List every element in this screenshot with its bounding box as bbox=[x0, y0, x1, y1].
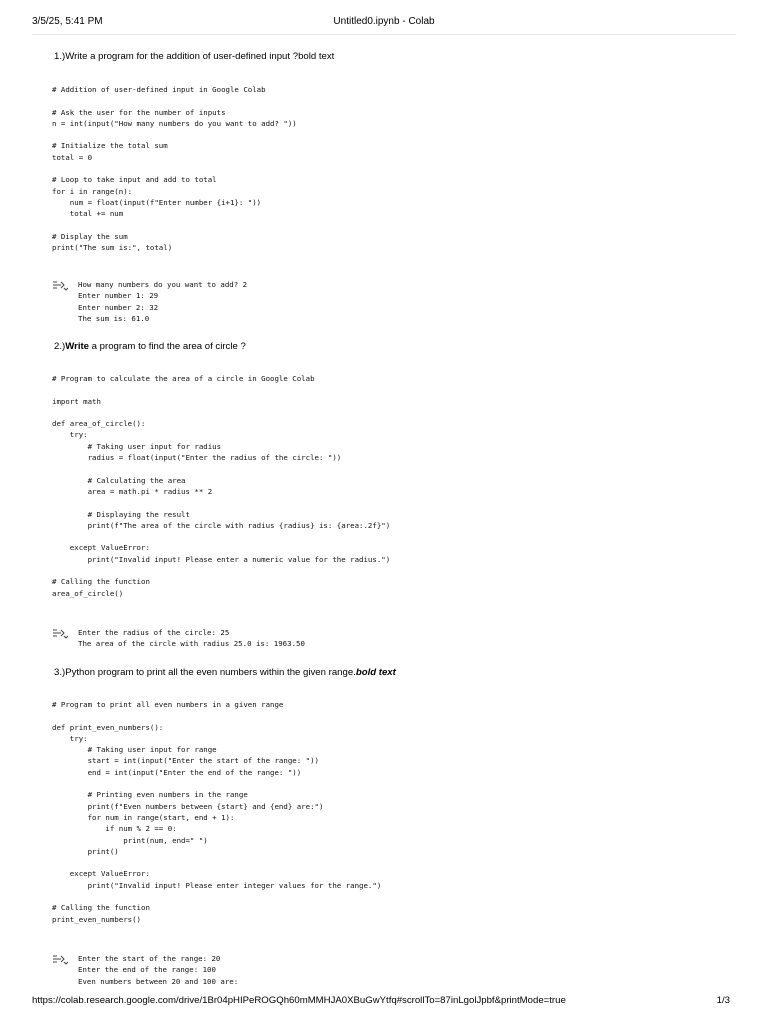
text-cell-3 bbox=[54, 667, 728, 679]
text-cell-2-rest: a program to find the area of circle ? bbox=[89, 341, 246, 352]
page-url: https://colab.research.google.com/drive/1Br04pHIPeROGQh60mMMHJA0XBuGwYtfq#scrollTo=87inLgolJpbf&printMode=true bbox=[32, 995, 566, 1006]
output-text-3: Enter the start of the range: 20 Enter the end of the range: 100 Even numbers between 20 and 100 are: bbox=[78, 954, 239, 986]
output-text-1: How many numbers do you want to add? 2 Enter number 1: 29 Enter number 2: 32 The sum is: 61.0 bbox=[78, 280, 248, 323]
code-cell-even-numbers[interactable]: # Program to print all even numbers in a given range def print_even_numbers(): try: # Taking user input for range start = int(input("Enter the start of the range: ")) end = int(input("Enter the end of the range: ")) # Printing even numbers in the range print(f"Even numbers between {start} and {end} are:") for num in range(start, end + 1): if num % 2 == 0: print(num, end=" ") print() except ValueError: print("Invalid input! Please enter integer values for the range.") # Calling the function print_even_numbers() bbox=[52, 700, 382, 924]
text-cell-2-prefix: 2.) bbox=[54, 341, 66, 352]
text-cell-1-content: 1.)Write a program for the addition of user-defined input ?bold text bbox=[54, 51, 335, 62]
text-cell-1 bbox=[54, 51, 728, 63]
output-toggle-icon[interactable] bbox=[52, 953, 68, 965]
output-toggle-icon[interactable] bbox=[52, 627, 68, 639]
code-cell-addition[interactable]: # Addition of user-defined input in Google Colab # Ask the user for the number of inputs n = int(input("How many numbers do you want to add? ")) # Initialize the total sum total = 0 # Loop to take input and add to total for i in range(n): num = float(input(f"Enter number {i+1}: ")) total += num # Display the sum print("The sum is:", total) bbox=[52, 85, 297, 253]
print-date: 3/5/25, 5:41 PM bbox=[32, 16, 103, 27]
text-cell-3-prefix: 3.)Python program to print all the even numbers within the given range. bbox=[54, 667, 356, 678]
print-footer bbox=[32, 995, 736, 1009]
code-cell-circle-area[interactable]: # Program to calculate the area of a circle in Google Colab import math def area_of_circle(): try: # Taking user input for radius radius = float(input("Enter the radius of the circle: ")) # Calculating the area area = math.pi * radius ** 2 # Displaying the result print(f"The area of the circle with radius {radius} is: {area:.2f}") except ValueError: print("Invalid input! Please enter a numeric value for the radius.") # Calling the function area_of_circle() bbox=[52, 374, 391, 598]
print-header bbox=[32, 16, 736, 32]
text-cell-2 bbox=[54, 341, 728, 353]
page-number: 1/3 bbox=[716, 995, 730, 1006]
output-text-2: Enter the radius of the circle: 25 The area of the circle with radius 25.0 is: 1963.50 bbox=[78, 628, 305, 649]
text-cell-3-bold-italic: bold text bbox=[355, 667, 396, 678]
header-divider bbox=[32, 34, 736, 35]
text-cell-2-bold: Write bbox=[65, 341, 90, 352]
document-title: Untitled0.ipynb - Colab bbox=[333, 16, 435, 27]
output-toggle-icon[interactable] bbox=[52, 279, 68, 291]
